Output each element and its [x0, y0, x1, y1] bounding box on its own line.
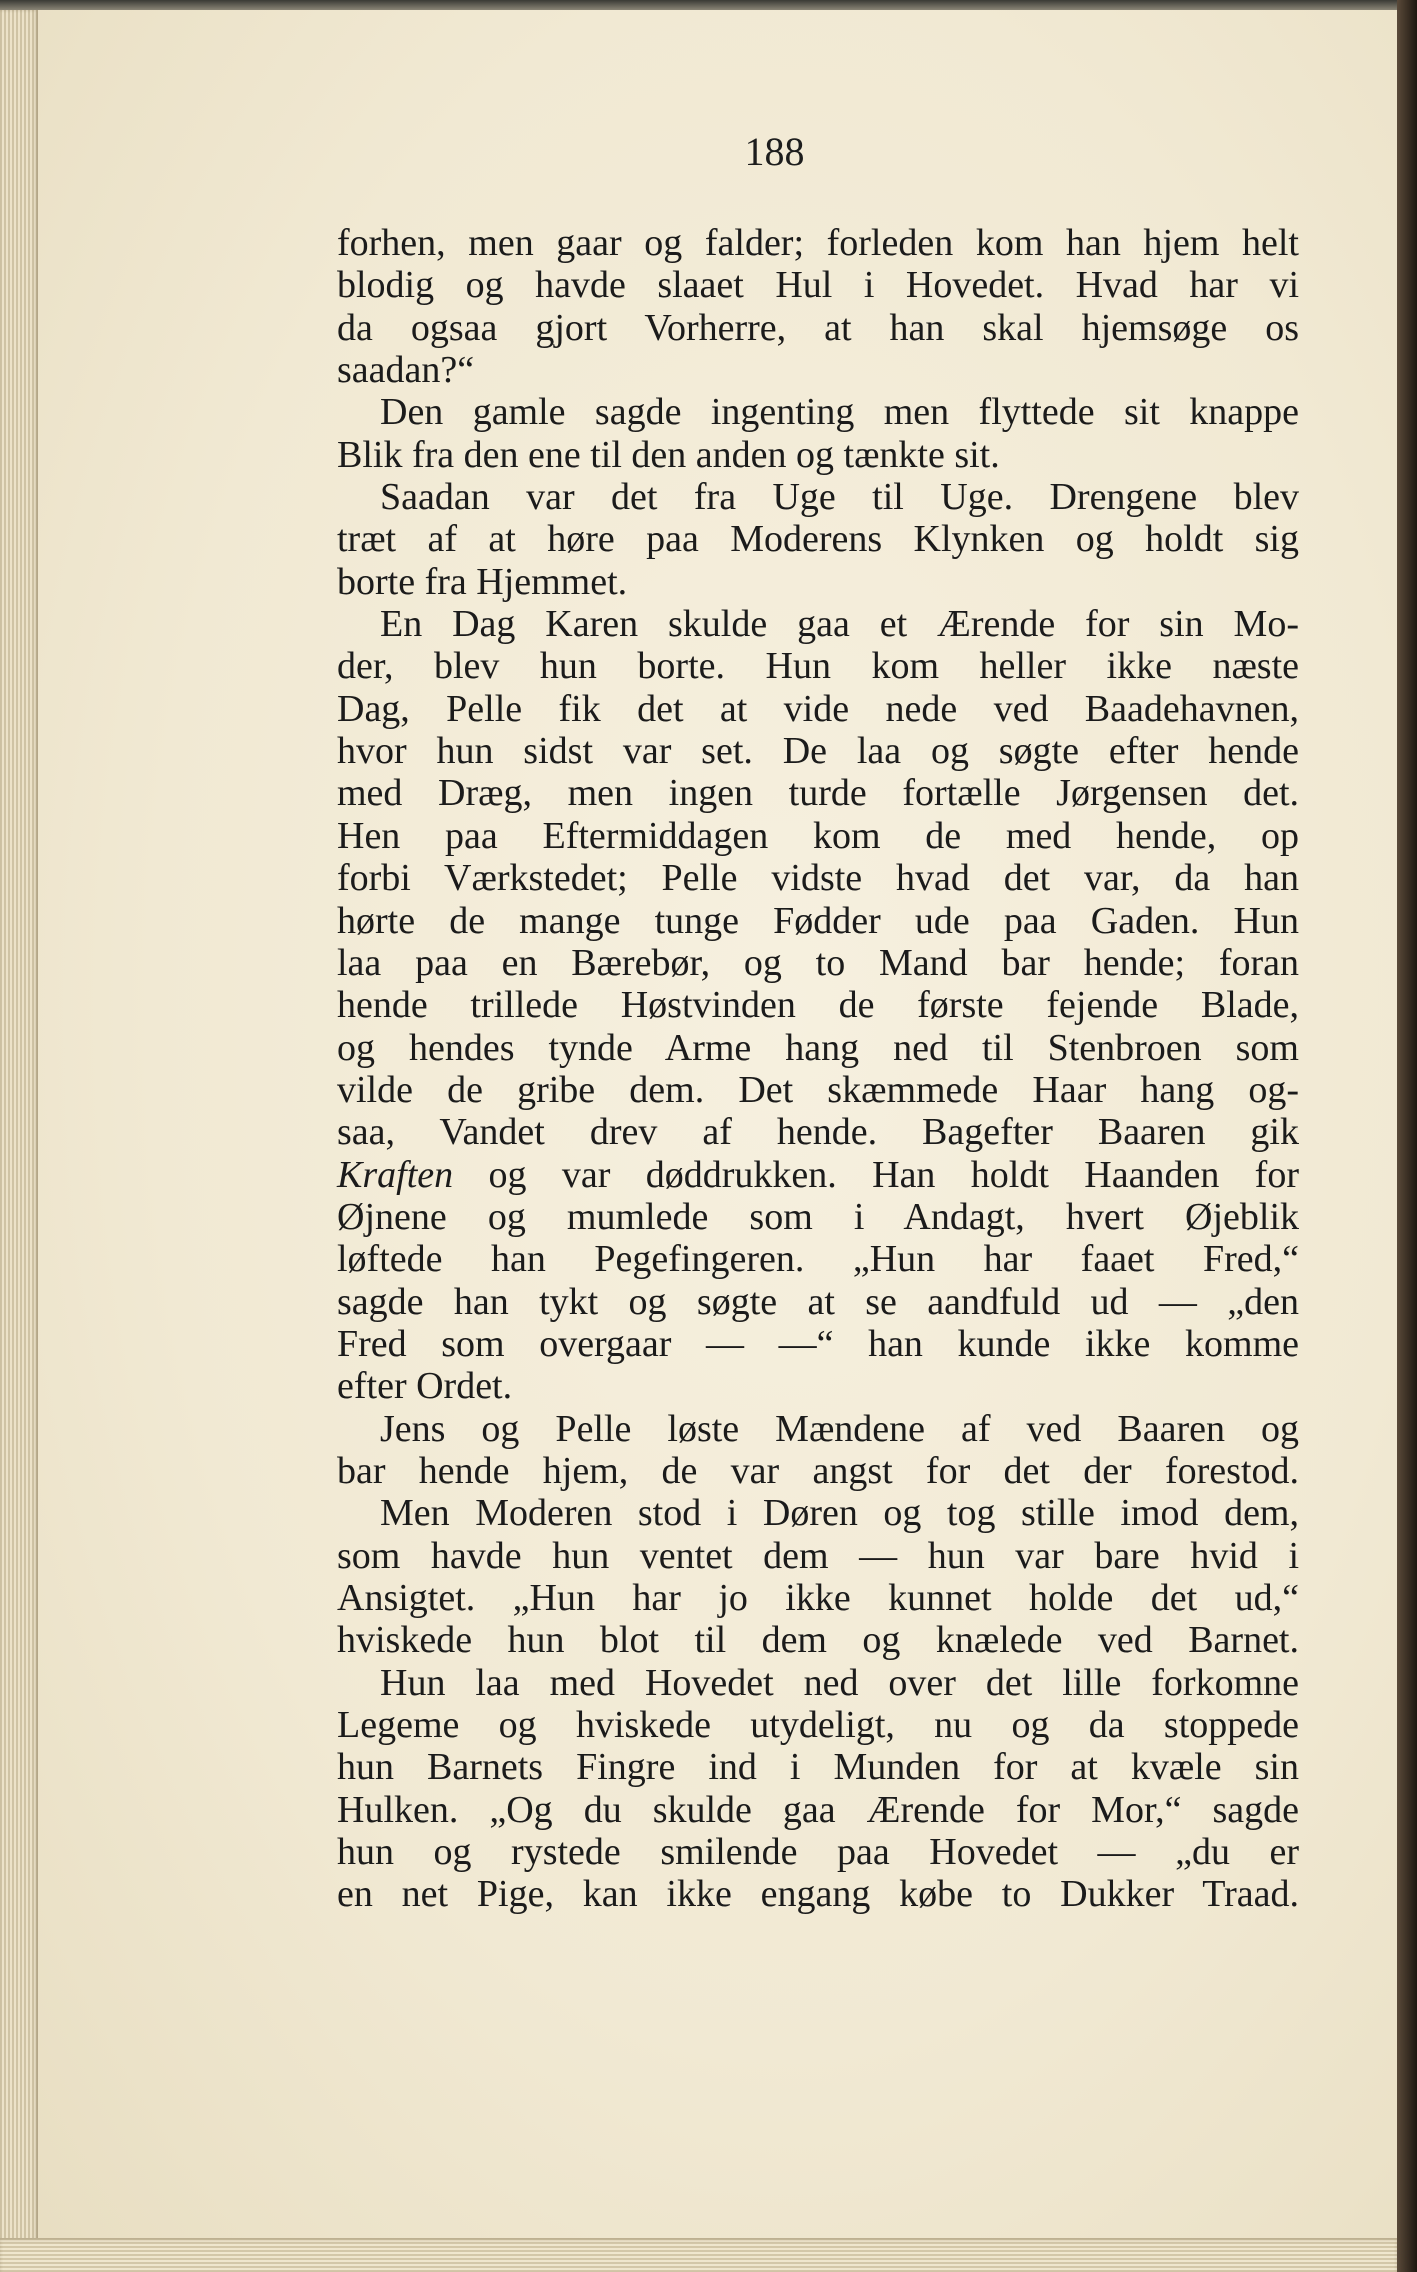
text-line: forbi Værkstedet; Pelle vidste hvad det var, da han: [337, 857, 1299, 900]
text-line: saa, Vandet drev af hende. Bagefter Baaren gik: [337, 1111, 1299, 1154]
text-line: træt af at høre paa Moderens Klynken og holdt sig: [337, 518, 1299, 561]
text-line: Legeme og hviskede utydeligt, nu og da stoppede: [337, 1704, 1299, 1747]
text-line: hørte de mange tunge Fødder ude paa Gaden. Hun: [337, 899, 1299, 942]
text-line: En Dag Karen skulde gaa et Ærende for sin Mo-: [380, 603, 1299, 646]
text-line: blodig og havde slaaet Hul i Hovedet. Hvad har vi: [337, 264, 1299, 307]
page-edges-left: [0, 10, 38, 2272]
text-line: Men Moderen stod i Døren og tog stille imod dem,: [380, 1492, 1299, 1535]
text-line: vilde de gribe dem. Det skæmmede Haar hang og-: [337, 1068, 1299, 1111]
text-line: hende trillede Høstvinden de første fejende Blade,: [337, 984, 1299, 1027]
text-line: en net Pige, kan ikke engang købe to Dukker Traad.: [337, 1873, 1299, 1916]
text-line: Den gamle sagde ingenting men flyttede sit knappe: [380, 391, 1299, 434]
text-line: Jens og Pelle løste Mændene af ved Baaren og: [380, 1407, 1299, 1450]
text-line: forhen, men gaar og falder; forleden kom han hjem helt: [337, 222, 1299, 264]
text-line: borte fra Hjemmet.: [337, 560, 628, 603]
text-line: Blik fra den ene til den anden og tænkte sit.: [337, 433, 1000, 476]
text-line: Saadan var det fra Uge til Uge. Drengene blev: [380, 476, 1299, 519]
body-text: [337, 222, 1299, 1916]
book-binding-right: [1397, 0, 1417, 2272]
text-line: Fred som overgaar — —“ han kunde ikke komme: [337, 1322, 1299, 1365]
text-line: der, blev hun borte. Hun kom heller ikke næste: [337, 645, 1299, 688]
text-line: Ansigtet. „Hun har jo ikke kunnet holde det ud,“: [337, 1577, 1299, 1619]
text-line: hun og rystede smilende paa Hovedet — „du er: [337, 1831, 1299, 1874]
text-line: Dag, Pelle fik det at vide nede ved Baadehavnen,: [337, 687, 1299, 730]
text-line: hun Barnets Fingre ind i Munden for at kvæle sin: [337, 1746, 1299, 1789]
text-line: efter Ordet.: [337, 1365, 513, 1408]
text-line: Hulken. „Og du skulde gaa Ærende for Mor,“ sagde: [337, 1788, 1299, 1831]
text-line: Kraften og var døddrukken. Han holdt Haanden for: [337, 1153, 1299, 1196]
text-line: hviskede hun blot til dem og knælede ved Barnet.: [337, 1619, 1299, 1662]
text-line: løftede han Pegefingeren. „Hun har faaet Fred,“: [337, 1238, 1299, 1281]
italic-name: Kraften: [337, 1153, 454, 1196]
text-line: sagde han tykt og søgte at se aandfuld ud — „den: [337, 1280, 1299, 1323]
text-line: og hendes tynde Arme hang ned til Stenbroen som: [337, 1026, 1299, 1069]
text-line: med Dræg, men ingen turde fortælle Jørgensen det.: [337, 772, 1299, 815]
text-line: Hun laa med Hovedet ned over det lille forkomne: [380, 1661, 1299, 1704]
text-line: Øjnene og mumlede som i Andagt, hvert Øjeblik: [337, 1195, 1299, 1238]
page-edges-bottom: [0, 2238, 1397, 2272]
text-line: da ogsaa gjort Vorherre, at han skal hjemsøge os: [337, 306, 1299, 349]
text-line: Hen paa Eftermiddagen kom de med hende, op: [337, 814, 1299, 857]
book-binding-top: [0, 0, 1417, 10]
text-line: bar hende hjem, de var angst for det der forestod.: [337, 1449, 1299, 1492]
text-line: hvor hun sidst var set. De laa og søgte efter hende: [337, 730, 1299, 773]
text-line: som havde hun ventet dem — hun var bare hvid i: [337, 1534, 1299, 1577]
text-line: saadan?“: [337, 349, 475, 392]
text-line: laa paa en Bærebør, og to Mand bar hende; foran: [337, 941, 1299, 984]
page-number: 188: [744, 129, 805, 174]
